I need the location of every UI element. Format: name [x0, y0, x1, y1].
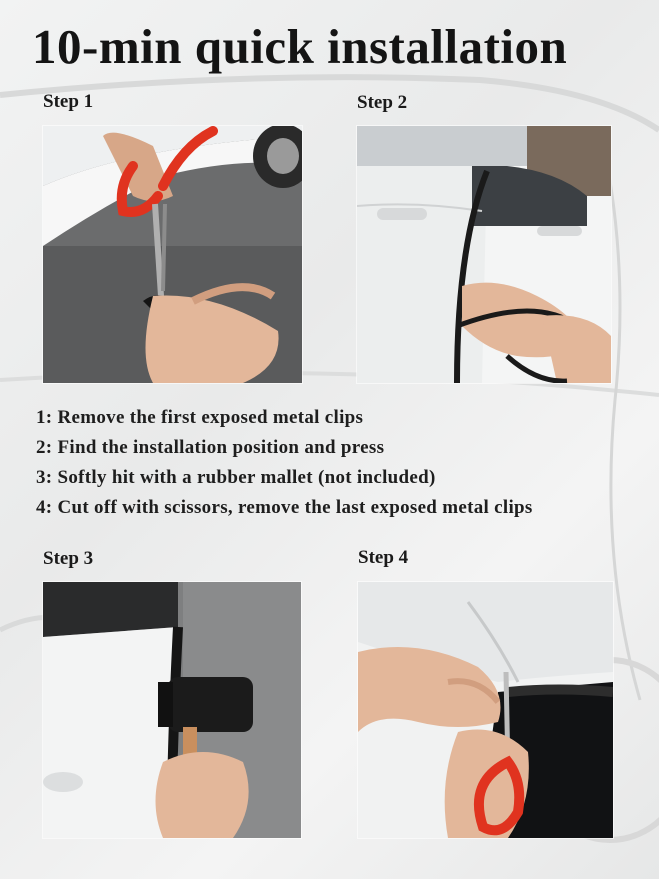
step-3-label: Step 3 [43, 548, 94, 569]
step-1-label: Step 1 [43, 91, 94, 112]
instruction-item: 3: Softly hit with a rubber mallet (not included) [36, 467, 436, 488]
instruction-item: 2: Find the installation position and press [36, 437, 385, 458]
instruction-item: 4: Cut off with scissors, remove the last exposed metal clips [36, 497, 533, 518]
instruction-list [36, 403, 533, 523]
step-2-label: Step 2 [357, 92, 408, 113]
step-4-label: Step 4 [358, 547, 409, 568]
step-4-photo [358, 582, 613, 838]
page-title: 10-min quick installation [32, 19, 568, 74]
instruction-item: 1: Remove the first exposed metal clips [36, 407, 364, 428]
step-3-photo [43, 582, 301, 838]
step-1-photo [43, 126, 302, 383]
step-2-photo [357, 126, 611, 383]
